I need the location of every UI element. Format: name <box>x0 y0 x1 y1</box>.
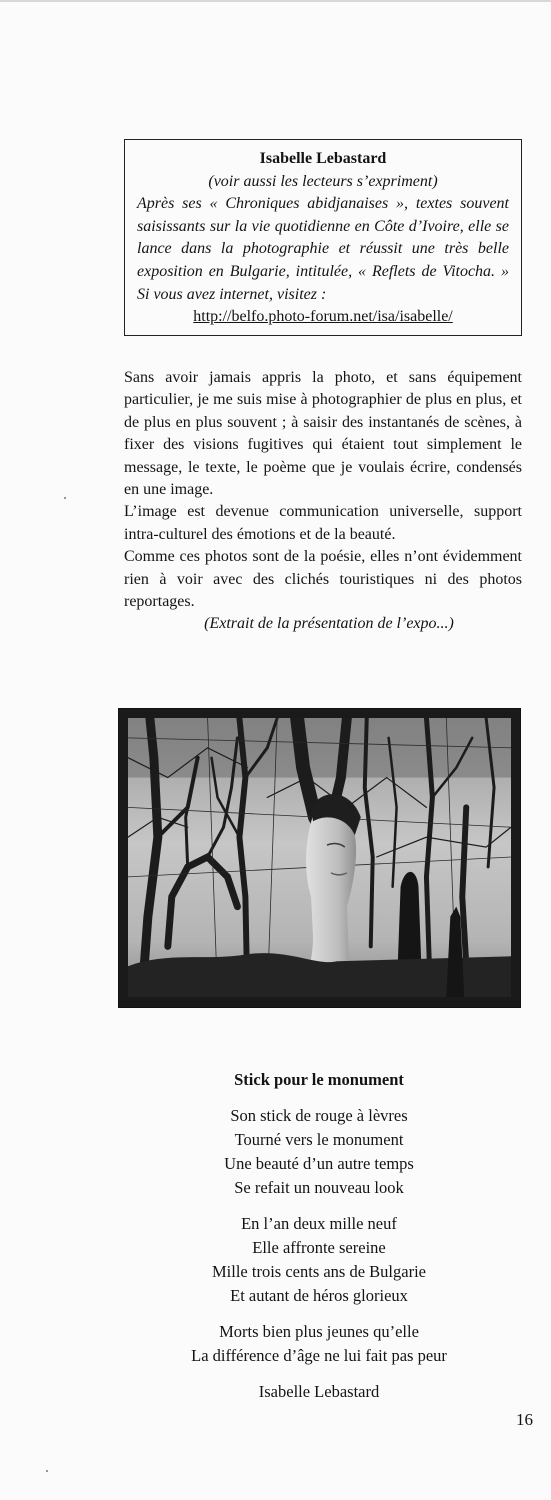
article-paragraph: Comme ces photos sont de la poésie, elles n’ont évidemment rien à voir avec des clichés touristiques ni des photos reportages. <box>124 548 522 611</box>
poem-line: La différence d’âge ne lui fait pas peur <box>191 1346 447 1365</box>
article-body <box>124 367 522 636</box>
poem-line: Mille trois cents ans de Bulgarie <box>212 1262 426 1281</box>
bio-author-name: Isabelle Lebastard <box>259 150 387 167</box>
bio-url: http://belfo.photo-forum.net/isa/isabelle/ <box>193 308 453 326</box>
exhibition-photo <box>118 708 521 1008</box>
poem-author: Isabelle Lebastard <box>258 1382 380 1401</box>
photo-image <box>128 718 511 997</box>
poem-line: Se refait un nouveau look <box>234 1178 404 1197</box>
poem-line: Une beauté d’un autre temps <box>224 1154 414 1173</box>
poem-title: Stick pour le monument <box>234 1070 404 1089</box>
poem-line: Morts bien plus jeunes qu’elle <box>219 1322 419 1341</box>
article-paragraph: Sans avoir jamais appris la photo, et sans équipement particulier, je me suis mise à photographier de plus en plus, et de plus en plus souvent ; à saisir des instantanés de scènes, à fixer des visions fugitives qui étaient tout simplement le message, le texte, le poème que je voulais écrire, condensés en une image. <box>124 369 522 499</box>
poem-stanza <box>160 1320 478 1368</box>
page-number: 16 <box>516 1410 533 1429</box>
paper-speck <box>64 497 66 499</box>
top-edge <box>0 0 551 2</box>
poem-line: Elle affronte sereine <box>252 1238 386 1257</box>
poem-line: En l’an deux mille neuf <box>241 1214 397 1233</box>
paper-speck <box>46 1470 48 1472</box>
poem <box>160 1068 478 1404</box>
article-credit: (Extrait de la présentation de l’expo...) <box>204 615 454 633</box>
poem-stanza <box>160 1212 478 1308</box>
bio-text: Après ses « Chroniques abidjanaises », textes souvent saisissants sur la vie quotidienne en Côte d’Ivoire, elle se lance dans la photographie et réussit une très belle exposition en Bulgarie, intitulée, « Reflets de Vitocha. » Si vous avez internet, visitez : <box>137 195 509 303</box>
bio-subtitle: (voir aussi les lecteurs s’expriment) <box>208 172 438 190</box>
poem-line: Et autant de héros glorieux <box>230 1286 408 1305</box>
poem-line: Tourné vers le monument <box>234 1130 404 1149</box>
author-bio-box <box>124 139 522 336</box>
poem-line: Son stick de rouge à lèvres <box>230 1106 408 1125</box>
poem-stanza <box>160 1104 478 1200</box>
article-paragraph: L’image est devenue communication universelle, support intra-culturel des émotions et de la beauté. <box>124 503 522 543</box>
